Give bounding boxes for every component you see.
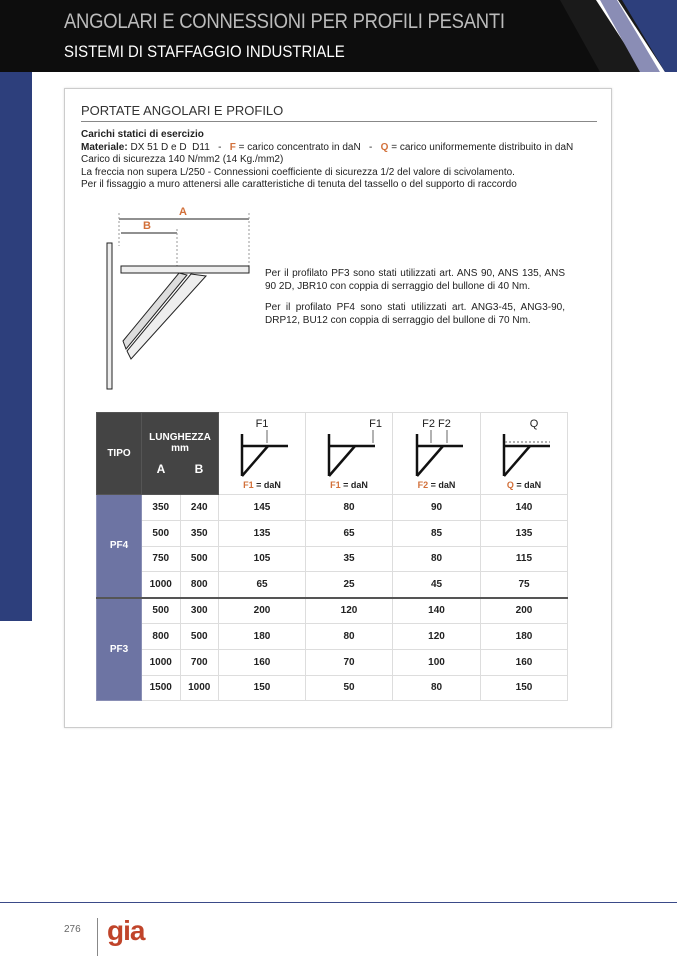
table-cell: 800 (180, 572, 219, 598)
table-cell: 150 (481, 675, 568, 701)
bracket-f1-end-icon (319, 430, 379, 480)
table-cell: 1000 (180, 675, 219, 701)
footer-line (0, 902, 677, 903)
table-row (97, 520, 568, 546)
bracket-f1-center-icon (232, 430, 292, 480)
table-cell: 65 (219, 572, 306, 598)
page-number: 276 (64, 924, 81, 935)
table-row (97, 495, 568, 521)
dim-a-label: A (179, 206, 187, 218)
table-cell: 800 (142, 623, 181, 649)
table-cell: 105 (219, 546, 306, 572)
table-cell: 500 (142, 520, 181, 546)
load-top: F1 (369, 418, 382, 430)
table-cell: 135 (219, 520, 306, 546)
footer-divider (97, 918, 98, 956)
spec-line: Carico di sicurezza 140 N/mm2 (14 Kg./mm2) (81, 154, 284, 165)
table-cell: 350 (180, 520, 219, 546)
table-cell: 700 (180, 649, 219, 675)
table-cell: 25 (306, 572, 393, 598)
table-cell: 1000 (142, 572, 181, 598)
load-key: F1 (330, 480, 341, 490)
table-cell: 80 (393, 546, 481, 572)
table-row (97, 572, 568, 598)
table-cell: 45 (393, 572, 481, 598)
table-cell: 160 (481, 649, 568, 675)
bracket-diagram (101, 201, 251, 391)
table-cell: 240 (180, 495, 219, 521)
notes (265, 267, 565, 335)
table-cell: 115 (481, 546, 568, 572)
table-cell: 750 (142, 546, 181, 572)
col-lunghezza (142, 413, 219, 495)
page-title: ANGOLARI E CONNESSIONI PER PROFILI PESANTI (64, 10, 505, 33)
load-key: F2 (417, 480, 429, 490)
f-text: = carico concentrato in daN - (235, 141, 381, 153)
table-cell: 65 (306, 520, 393, 546)
table-cell: 120 (306, 598, 393, 624)
table-cell: 350 (142, 495, 181, 521)
mat-label: Materiale: (81, 141, 128, 153)
bracket-f2-icon (407, 430, 467, 480)
table-cell: 70 (306, 649, 393, 675)
table-cell: 180 (219, 623, 306, 649)
q-symbol: Q (380, 141, 389, 153)
table-cell: 150 (219, 675, 306, 701)
page-subtitle: SISTEMI DI STAFFAGGIO INDUSTRIALE (64, 42, 345, 61)
table-cell: 120 (393, 623, 481, 649)
spec-text (81, 129, 573, 192)
table-cell: 1500 (142, 675, 181, 701)
mat-value: DX 51 D e D D11 - (127, 141, 230, 153)
table-cell: 300 (180, 598, 219, 624)
spec-line: La freccia non supera L/250 - Connessioni coefficiente di sicurezza 1/2 del valore di scivolamento. (81, 166, 515, 178)
load-top: F2 F2 (422, 418, 451, 430)
table-cell: 80 (306, 495, 393, 521)
load-unit: = daN (428, 480, 456, 490)
q-text: = carico uniformemente distribuito in daN (388, 141, 574, 153)
load-top: Q (529, 418, 539, 430)
table-row (97, 598, 568, 624)
table-cell: 180 (481, 623, 568, 649)
load-unit: = daN (513, 480, 542, 490)
table-row (97, 649, 568, 675)
note-pf3: Per il profilato PF3 sono stati utilizzati art. ANS 90, ANS 135, ANS 90 2D, JBR10 con coppia di serraggio del bullone di 40 Nm. (265, 268, 565, 292)
table-cell: 1000 (142, 649, 181, 675)
note-pf4: Per il profilato PF4 sono stati utilizzati art. ANG3-45, ANG3-90, DRP12, BU12 con coppia di serraggio del bullone di 70 Nm. (265, 302, 565, 326)
load-col (306, 413, 393, 495)
bracket-q-uniform-icon (494, 430, 554, 480)
table-cell: 145 (219, 495, 306, 521)
load-unit: = daN (253, 480, 281, 490)
table-row (97, 623, 568, 649)
load-col (219, 413, 306, 495)
table-cell: 140 (481, 495, 568, 521)
table-cell: 500 (180, 623, 219, 649)
table-cell: 500 (142, 598, 181, 624)
table-cell: 100 (393, 649, 481, 675)
load-col (481, 413, 568, 495)
table-cell: 135 (481, 520, 568, 546)
dim-b-label: B (143, 220, 151, 232)
table-cell: 200 (481, 598, 568, 624)
page-header (0, 0, 677, 72)
spec-heading: Carichi statici di esercizio (81, 129, 204, 140)
table-cell: 50 (306, 675, 393, 701)
table-cell: 90 (393, 495, 481, 521)
table-cell: 35 (306, 546, 393, 572)
table-cell: 80 (393, 675, 481, 701)
table-cell: 200 (219, 598, 306, 624)
table-cell: 85 (393, 520, 481, 546)
load-key: F1 (243, 480, 254, 490)
table-cell: 75 (481, 572, 568, 598)
load-key: Q (506, 480, 514, 490)
load-col (393, 413, 481, 495)
side-strip (0, 72, 32, 621)
col-a: A (156, 461, 166, 476)
table-cell: 500 (180, 546, 219, 572)
mm-label: mm (171, 442, 189, 454)
load-unit: = daN (340, 480, 368, 490)
lunghezza-label: LUNGHEZZA (149, 431, 211, 443)
spec-line: Per il fissaggio a muro attenersi alle caratteristiche di tenuta del tassello o del supporto di raccordo (81, 179, 517, 190)
section-title: PORTATE ANGOLARI E PROFILO (81, 103, 597, 122)
load-table (96, 412, 568, 701)
col-b: B (194, 461, 204, 476)
tipo-cell: PF3 (97, 598, 142, 701)
col-tipo: TIPO (97, 413, 142, 495)
table-cell: 80 (306, 623, 393, 649)
f-symbol: F (229, 141, 236, 153)
load-top: F1 (255, 418, 269, 430)
gia-logo: gia (107, 915, 145, 946)
table-row (97, 546, 568, 572)
tipo-cell: PF4 (97, 495, 142, 598)
table-row (97, 675, 568, 701)
table-cell: 140 (393, 598, 481, 624)
table-cell: 160 (219, 649, 306, 675)
